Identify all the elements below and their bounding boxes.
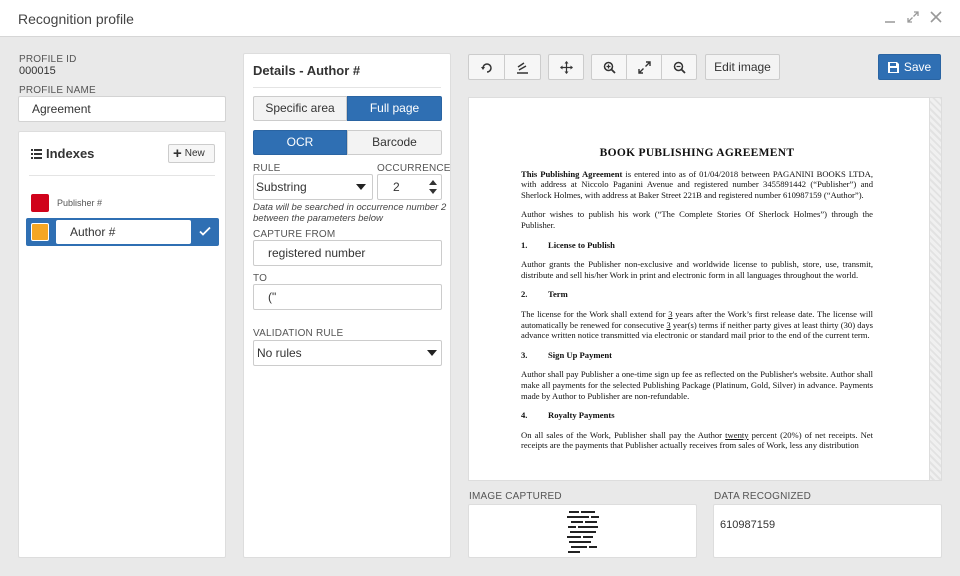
index-name-input[interactable]: Author # [56,220,191,244]
index-item-publisher[interactable] [25,192,219,214]
document-section-heading: 4. Royalty Payments [521,410,615,421]
divider [29,175,215,176]
occurrence-value: 2 [393,180,400,194]
maximize-icon[interactable] [905,10,921,26]
details-title: Details - Author # [253,63,361,78]
index-item-author[interactable] [26,218,219,246]
save-button[interactable] [878,54,941,80]
to-input[interactable]: (" [253,284,442,310]
document-preview[interactable] [468,97,942,481]
barcode-toggle[interactable]: Barcode [347,130,442,155]
move-icon[interactable] [548,54,584,80]
capture-from-label: CAPTURE FROM [253,229,336,240]
spinner-down-icon[interactable] [429,189,437,194]
ocr-toggle[interactable]: OCR [253,130,347,155]
divider [253,87,441,88]
plus-icon: + [173,145,182,162]
caret-down-icon [427,350,437,356]
occurrence-label: OCCURRENCE [377,163,451,174]
capture-from-input[interactable]: registered number [253,240,442,266]
document-section-heading: 2. Term [521,289,568,300]
new-index-label: New [184,148,205,159]
to-label: TO [253,273,268,284]
data-recognized-box [713,504,942,558]
occurrence-hint: Data will be searched in occurrence number 2 between the parameters below [253,202,447,224]
data-recognized-label: DATA RECOGNIZED [714,491,812,502]
edit-image-button[interactable]: Edit image [705,54,780,80]
close-icon[interactable] [928,10,944,26]
main-area [0,38,960,576]
profile-id-label: PROFILE ID [19,54,77,65]
check-icon[interactable] [198,224,212,238]
image-captured-label: IMAGE CAPTURED [469,491,562,502]
indexes-title: Indexes [46,146,95,161]
validation-rule-label: VALIDATION RULE [253,328,344,339]
save-icon [888,62,899,73]
window-title: Recognition profile [18,11,134,27]
zoom-in-icon[interactable] [591,54,627,80]
spinner-up-icon[interactable] [429,180,437,185]
rule-select[interactable] [253,174,373,200]
document-paragraph: Author shall pay Publisher a one-time sign up fee as reflected on the Publisher's website. Author shall make all payments for the selected Publishing Package (Platinum, Gold, Silver) in advance. Payments made by Author to Publisher are non-refundable. [521,369,873,401]
caret-down-icon [356,184,366,190]
list-icon [31,149,42,159]
scrollbar[interactable] [929,98,941,481]
document-paragraph: The license for the Work shall extend for 3 years after the Work’s first release date. The license will automatically be renewed for consecutive 3 year(s) terms if neither party gives at least thirty (30) days advance written notice transmitted via electronic or standard mail prior to the end of the current term. [521,308,873,341]
color-swatch[interactable] [31,194,49,212]
profile-name-label: PROFILE NAME [19,85,96,96]
save-label: Save [903,60,932,74]
rule-value: Substring [256,180,307,194]
occurrence-spinner[interactable] [377,174,442,200]
document-paragraph: This Publishing Agreement is entered into as of 01/04/2018 between PAGANINI BOOKS LTDA, with address at Niccolo Paganini Avenue and registered number 3455891442 (“Publisher”) and Sherlock Holmes, with address at Baker Street 221B and registered number 610987159 (“Author”). [521,168,873,200]
full-page-toggle[interactable]: Full page [347,96,442,121]
document-paragraph: Author wishes to publish his work (“The Complete Stories Of Sherlock Holmes”) through the Publisher. [521,209,873,230]
document-paragraph: Author grants the Publisher non-exclusive and worldwide license to publish, store, use, transmit, distribute and sell his/her Work in print and electronic form in all languages throughout the world. [521,259,873,280]
specific-area-toggle[interactable]: Specific area [253,96,347,121]
data-recognized-value: 610987159 [720,519,776,531]
minimize-icon[interactable] [882,10,898,26]
indexes-panel [18,131,226,558]
profile-id-value: 000015 [19,65,56,77]
color-swatch[interactable] [31,223,49,241]
indexes-header [31,146,94,161]
image-captured-box [468,504,697,558]
details-panel [243,53,451,558]
document-section-heading: 1. License to Publish [521,239,615,250]
validation-rule-value: No rules [257,346,302,360]
document-page [521,148,873,460]
document-paragraph: On all sales of the Work, Publisher shall pay the Author twenty percent (20%) of net receipts. Net receipts are the payments that Publisher actually receives from sales of Work, less any distribution [521,429,874,451]
deskew-icon[interactable] [504,54,541,80]
rotate-icon[interactable] [468,54,505,80]
document-title: BOOK PUBLISHING AGREEMENT [599,147,795,159]
index-item-label: Publisher # [57,198,103,208]
new-index-button[interactable] [168,144,215,163]
document-section-heading: 3. Sign Up Payment [521,349,612,360]
validation-rule-select[interactable] [253,340,442,366]
fit-to-page-icon[interactable] [626,54,662,80]
captured-snippet-image [565,509,605,555]
zoom-out-icon[interactable] [661,54,697,80]
title-bar [0,0,960,37]
profile-name-input[interactable]: Agreement [18,96,226,122]
rule-label: RULE [253,163,281,174]
